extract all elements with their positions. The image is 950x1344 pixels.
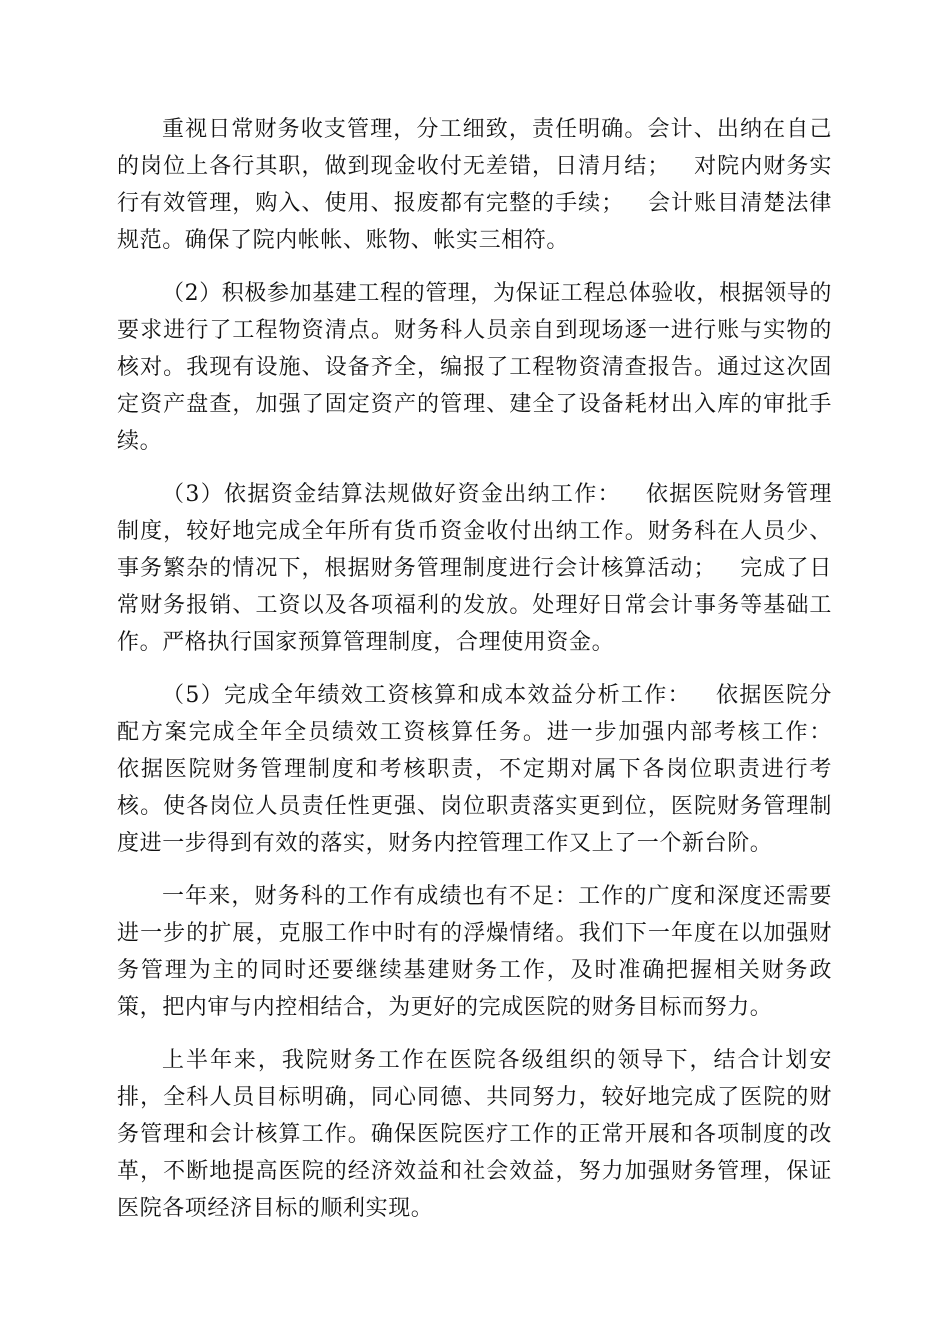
paragraph-construction-management: （2）积极参加基建工程的管理，为保证工程总体验收，根据领导的要求进行了工程物资清点。财务科人员亲自到现场逐一进行账与实物的核对。我现有设施、设备齐全，编报了工程物资清查报告。通过这次固定资产盘查，加强了固定资产的管理、建全了设备耗材出入库的审批手续。 [117,281,832,454]
paragraph-performance-pay: （5）完成全年绩效工资核算和成本效益分析工作： 依据医院分配方案完成全年全员绩效工资核算任务。进一步加强内部考核工作： 依据医院财务管理制度和考核职责，不定期对属下各岗位职责进行考核。使各岗位人员责任性更强、岗位职责落实更到位，医院财务管理制度进一步得到有效的落实，财务内控管理工作又上了一个新台阶。 [117,683,855,856]
paragraph-daily-finance: 重视日常财务收支管理，分工细致，责任明确。会计、出纳在自己的岗位上各行其职，做到现金收付无差错，日清月结； 对院内财务实行有效管理，购入、使用、报废都有完整的手续； 会计账目清楚法律规范。确保了院内帐帐、账物、帐实三相符。 [117,117,832,253]
paragraph-half-year: 上半年来，我院财务工作在医院各级组织的领导下，结合计划安排，全科人员目标明确，同心同德、共同努力，较好地完成了医院的财务管理和会计核算工作。确保医院医疗工作的正常开展和各项制度的改革，不断地提高医院的经济效益和社会效益，努力加强财务管理，保证医院各项经济目标的顺利实现。 [117,1048,832,1221]
document-body [117,111,855,1243]
paragraph-cashier-work: （3）依据资金结算法规做好资金出纳工作： 依据医院财务管理制度，较好地完成全年所有货币资金收付出纳工作。财务科在人员少、事务繁杂的情况下，根据财务管理制度进行会计核算活动； 完成了日常财务报销、工资以及各项福利的发放。处理好日常会计事务等基础工作。严格执行国家预算管理制度，合理使用资金。 [117,482,832,655]
paragraph-year-summary: 一年来，财务科的工作有成绩也有不足：工作的广度和深度还需要进一步的扩展，克服工作中时有的浮燥情绪。我们下一年度在以加强财务管理为主的同时还要继续基建财务工作，及时准确把握相关财务政策，把内审与内控相结合，为更好的完成医院的财务目标而努力。 [117,884,832,1020]
